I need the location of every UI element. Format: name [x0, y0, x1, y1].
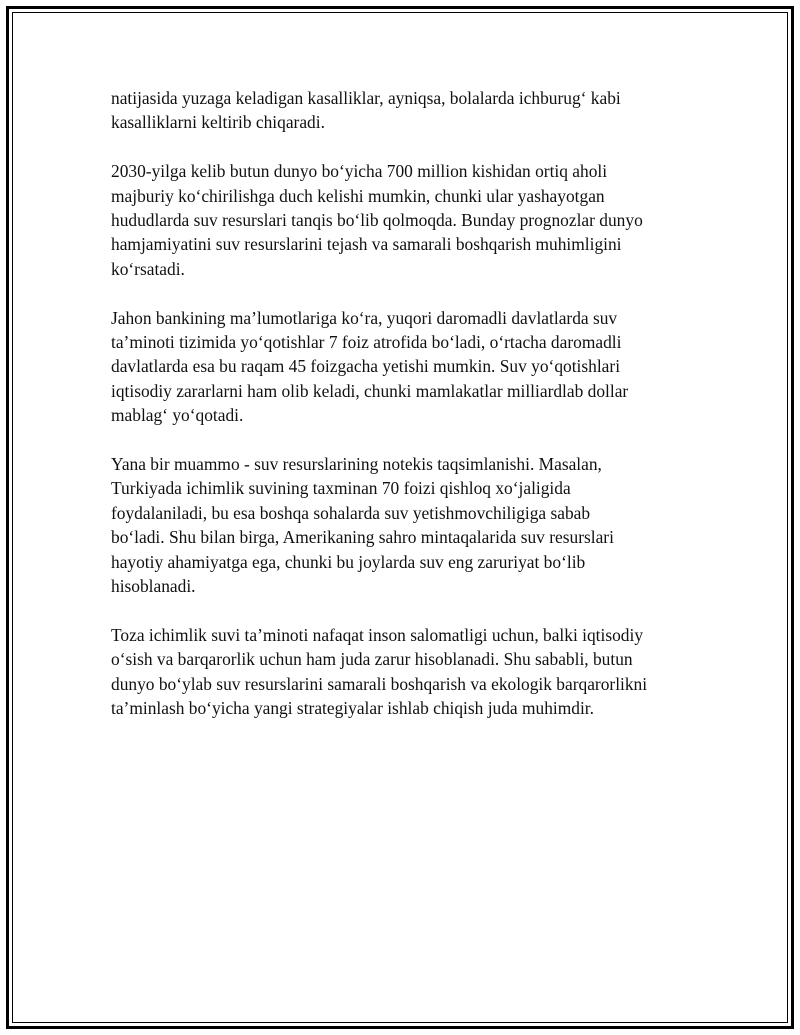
text-line: Jahon bankining ma’lumotlariga ko‘ra, yuqori daromadli davlatlarda suv — [111, 307, 618, 328]
paragraph-4 — [111, 452, 711, 598]
text-line: ta’minoti tizimida yo‘qotishlar 7 foiz atrofida bo‘ladi, o‘rtacha daromadli — [111, 332, 622, 353]
text-line: majburiy ko‘chirilishga duch kelishi mumkin, chunki ular yashayotgan — [111, 185, 605, 206]
text-line: mablagʻ yo‘qotadi. — [111, 405, 244, 426]
text-line: ko‘rsatadi. — [111, 258, 185, 279]
text-line: kasalliklarni keltirib chiqaradi. — [111, 112, 325, 133]
text-line: ta’minlash bo‘yicha yangi strategiyalar ishlab chiqish juda muhimdir. — [111, 698, 594, 719]
text-line: hayotiy ahamiyatga ega, chunki bu joylarda suv eng zaruriyat bo‘lib — [111, 551, 586, 572]
paragraph-2 — [111, 159, 711, 281]
text-line: Toza ichimlik suvi ta’minoti nafaqat inson salomatligi uchun, balki iqtisodiy — [111, 624, 644, 645]
text-line: hududlarda suv resurslari tanqis bo‘lib qolmoqda. Bunday prognozlar dunyo — [111, 210, 643, 231]
paragraph-3 — [111, 306, 711, 428]
text-line: hamjamiyatini suv resurslarini tejash va samarali boshqarish muhimligini — [111, 234, 622, 255]
document-body — [111, 86, 711, 745]
text-line: davlatlarda esa bu raqam 45 foizgacha yetishi mumkin. Suv yo‘qotishlari — [111, 356, 621, 377]
paragraph-1 — [111, 86, 711, 135]
paragraph-5 — [111, 623, 711, 721]
text-line: Yana bir muammo - suv resurslarining notekis taqsimlanishi. Masalan, — [111, 454, 602, 475]
text-line: natijasida yuzaga keladigan kasalliklar, ayniqsa, bolalarda ichburugʻ kabi — [111, 88, 621, 108]
text-line: dunyo bo‘ylab suv resurslarini samarali boshqarish va ekologik barqarorlikni — [111, 673, 648, 694]
text-line: hisoblanadi. — [111, 576, 196, 597]
text-line: 2030-yilga kelib butun dunyo bo‘yicha 700 million kishidan ortiq aholi — [111, 161, 608, 182]
text-line: o‘sish va barqarorlik uchun ham juda zarur hisoblanadi. Shu sababli, butun — [111, 649, 633, 670]
text-line: foydalaniladi, bu esa boshqa sohalarda suv yetishmovchiligiga sabab — [111, 502, 591, 523]
text-line: Turkiyada ichimlik suvining taxminan 70 foizi qishloq xo‘jaligida — [111, 478, 571, 499]
text-line: iqtisodiy zararlarni ham olib keladi, chunki mamlakatlar milliardlab dollar — [111, 380, 629, 401]
text-line: bo‘ladi. Shu bilan birga, Amerikaning sahro mintaqalarida suv resurslari — [111, 527, 614, 548]
